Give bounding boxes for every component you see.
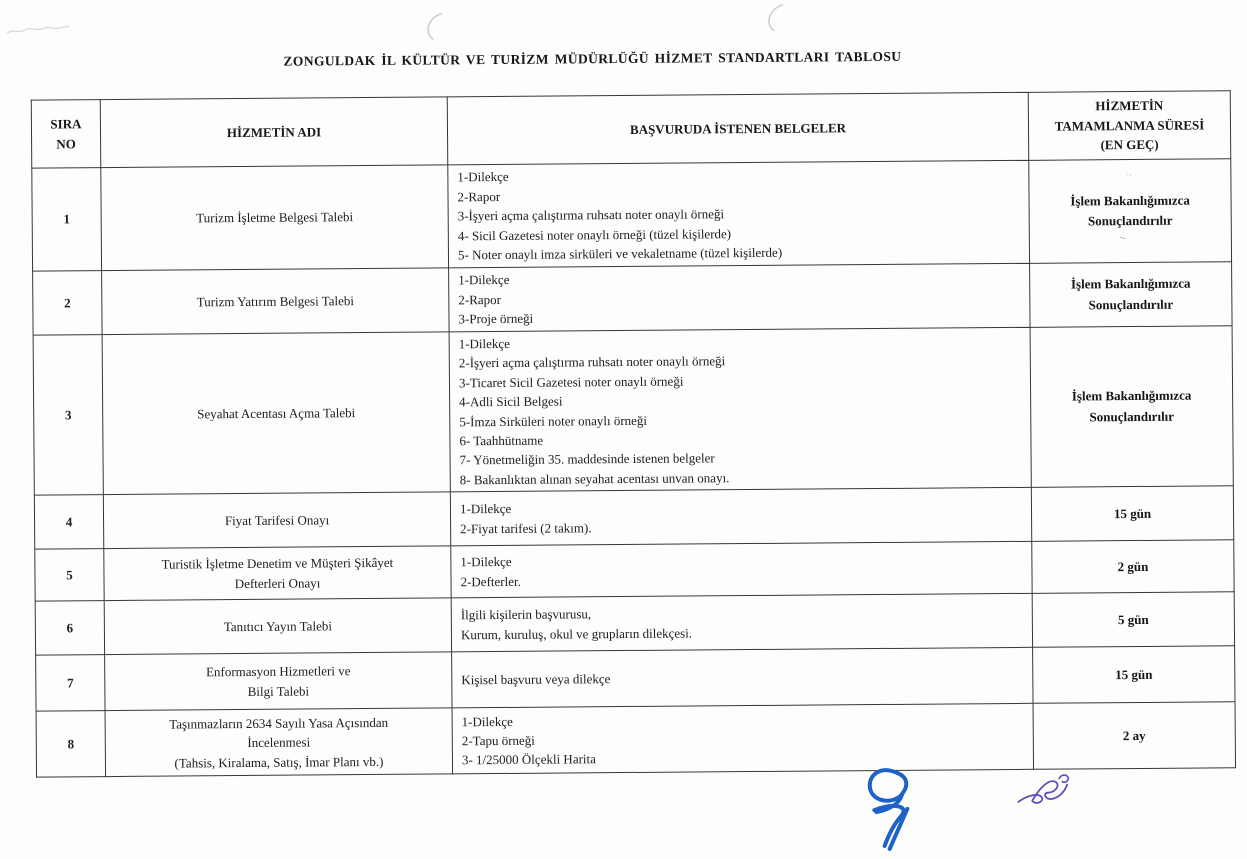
row-number: 3 [33,335,103,496]
duration-cell: 15 gün [1031,486,1233,542]
table-row [36,702,1235,777]
row-number: 7 [36,655,105,712]
row-number: 5 [35,549,104,602]
document-line: 3-Ticaret Sicil Gazetesi noter onaylı örneği [458,373,684,391]
duration-cell: 15 gün [1033,646,1235,704]
document-line: 5-İmza Sirküleri noter onaylı örneği [459,412,648,429]
scan-smudge-mark [5,23,75,38]
service-name: Turizm İşletme Belgesi Talebi [101,165,449,271]
document-line: 1-Dilekçe [460,554,512,570]
row-number: 4 [34,495,103,550]
page-title: ZONGULDAK İL KÜLTÜR VE TURİZM MÜDÜRLÜĞÜ HİZMET STANDARTLARI TABLOSU [283,48,902,69]
row-number: 2 [33,271,103,336]
row-number: 1 [32,168,102,272]
service-table-body [32,159,1236,778]
service-name: Fiyat Tarifesi Onayı [103,492,450,549]
document-line: Kurum, kuruluş, okul ve grupların dilekçesi. [460,625,693,643]
pencil-tick-mark: ˈˋ [1122,172,1133,185]
document-line: 5- Noter onaylı imza sirküleri ve vekaletname (tüzel kişilerde) [457,244,783,263]
service-name: Turizm Yatırım Belgesi Talebi [102,268,449,335]
documents-cell [448,160,1030,268]
signature-icon [859,765,932,852]
document-line: 3- 1/25000 Ölçekli Harita [461,751,596,768]
document-line: 1-Dilekçe [458,272,510,288]
document-line: 1-Dilekçe [461,713,513,729]
document-line: 2-Rapor [458,291,501,308]
duration-cell: 5 gün [1032,592,1234,648]
service-name: Enformasyon Hizmetleri ve Bilgi Talebi [105,652,452,711]
table-header [31,91,1230,168]
table-row [33,262,1232,335]
document-line: 1-Dilekçe [457,169,509,185]
documents-cell [452,704,1034,775]
table-row [35,540,1234,601]
document-line: 2-Tapu örneği [461,732,535,749]
table-row [32,159,1232,271]
document-line: İlgili kişilerin başvurusu, [460,606,592,623]
header-sira-no: SIRA NO [31,100,101,169]
documents-cell [450,488,1031,547]
pencil-tick-mark: ∼ [1118,232,1129,245]
document-line: 7- Yönetmeliğin 35. maddesinde istenen belgeler [459,450,715,468]
documents-cell [451,542,1032,599]
document-line: 4-Adli Sicil Belgesi [459,393,563,410]
document-line: 3-İşyeri açma çalıştırma ruhsatı noter onaylı örneği [457,206,725,224]
table-row [36,646,1235,711]
duration-cell: İşlem Bakanlığımızca Sonuçlandırılır [1030,326,1233,488]
table-row [33,326,1233,496]
document-line: 2-İşyeri açma çalıştırma ruhsatı noter onaylı örneği [458,353,726,371]
document-line: 4- Sicil Gazetesi noter onaylı örneği (tüzel kişilerde) [457,225,732,244]
service-name: Tanıtıcı Yayın Talebi [104,598,451,655]
duration-cell: İşlem Bakanlığımızca Sonuçlandırılır [1030,262,1232,328]
document-line: 1-Dilekçe [459,501,512,517]
row-number: 6 [35,601,104,656]
scan-arc-mark [755,2,789,34]
documents-cell [451,594,1032,653]
documents-cell [449,327,1031,492]
document-line: 3-Proje örneği [458,310,534,327]
service-name: Turistik İşletme Denetim ve Müşteri Şikâyet Defterleri Onayı [104,546,451,601]
duration-cell: İşlem Bakanlığımızca Sonuçlandırılır [1029,159,1232,264]
header-hizmetin-adi: HİZMETİN ADI [100,97,448,168]
scan-arc-mark [414,10,448,42]
document-line: 2-Rapor [457,188,501,205]
documents-cell [452,648,1033,709]
header-tamamlanma-suresi: HİZMETİN TAMAMLANMA SÜRESİ (EN GEÇ) [1028,91,1231,161]
table-row [35,592,1234,655]
duration-cell: 2 ay [1033,702,1236,770]
document-line: 1-Dilekçe [458,335,511,352]
document-line: Kişisel başvuru veya dilekçe [461,671,611,688]
row-number: 8 [36,711,106,778]
header-basvuruda-istenen-belgeler: BAŞVURUDA İSTENEN BELGELER [447,92,1029,165]
document-line: 8- Bakanlıktan alınan seyahat acentası unvan onayı. [459,470,730,488]
document-line: 2-Fiyat tarifesi (2 takım). [460,520,592,537]
document-line: 2-Defterler. [460,573,521,590]
header-row [31,91,1230,168]
initials-signature-icon [1015,771,1077,817]
document-line: 6- Taahhütname [459,432,544,449]
service-name: Seyahat Acentası Açma Talebi [102,332,450,495]
table-row [34,486,1233,549]
duration-cell: 2 gün [1032,540,1234,594]
service-standards-table [31,90,1236,778]
service-name: Taşınmazların 2634 Sayılı Yasa Açısından İncelenmesi (Tahsis, Kiralama, Satış, İmar Planı vb.) [105,708,453,777]
documents-cell [449,263,1030,332]
